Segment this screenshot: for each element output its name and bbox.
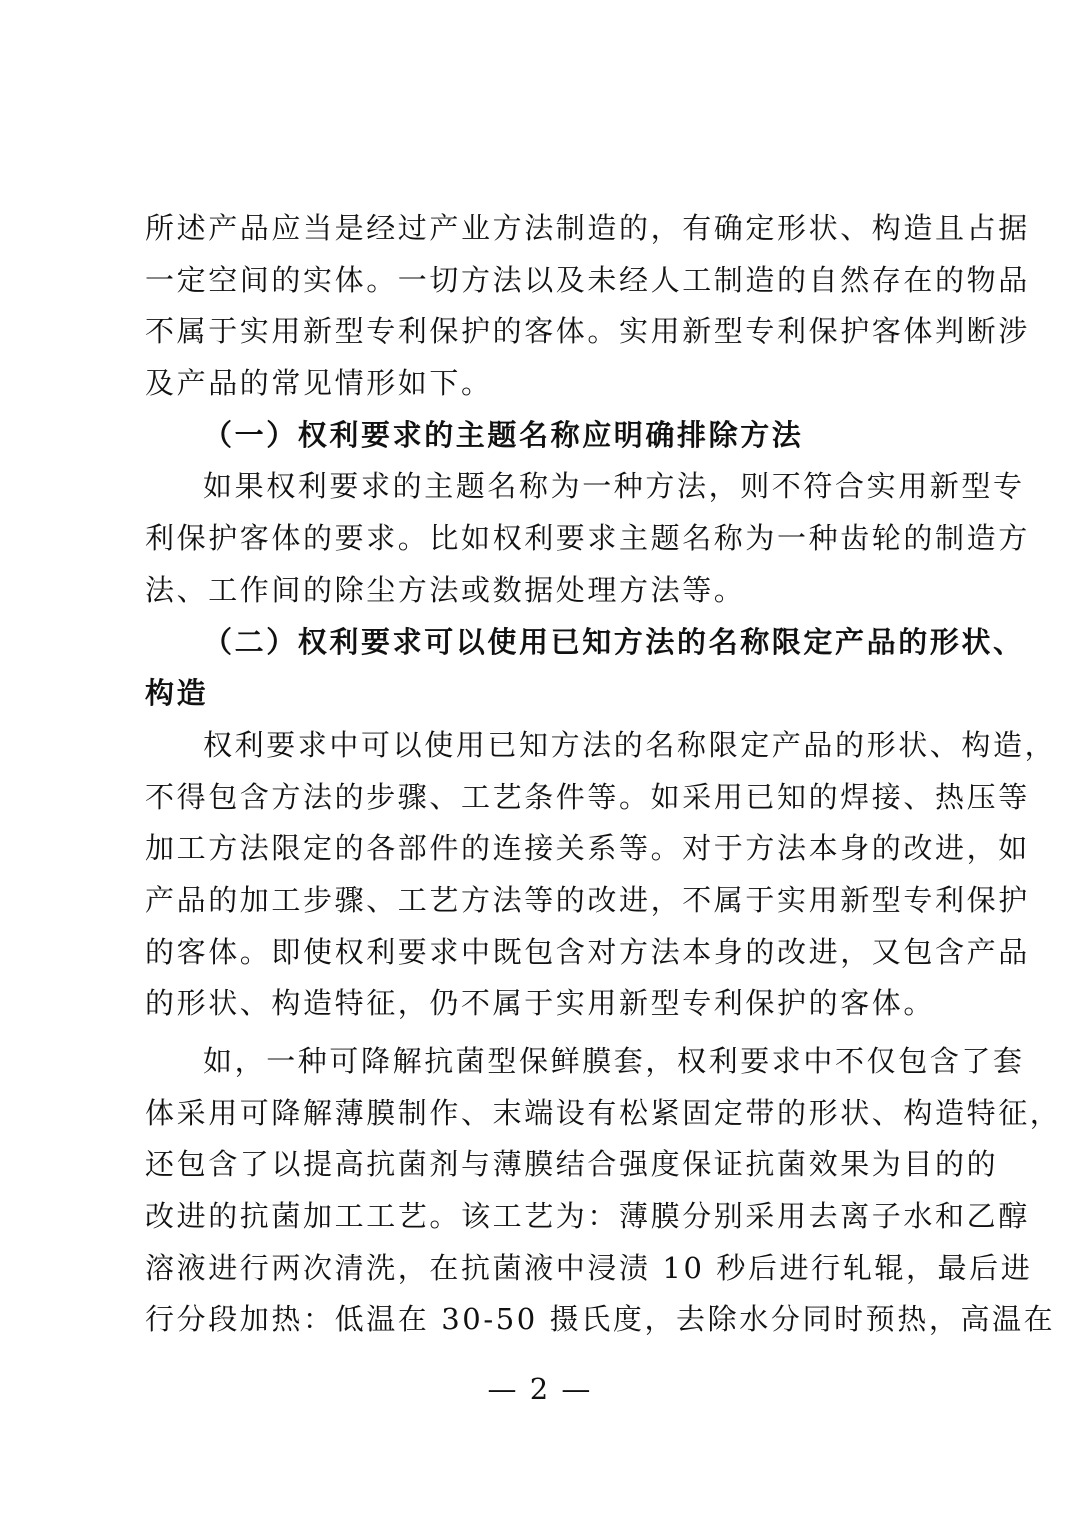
text-line: 如果权利要求的主题名称为一种方法，则不符合实用新型专 bbox=[203, 469, 1025, 504]
text-line: 所述产品应当是经过产业方法制造的，有确定形状、构造且占据 bbox=[145, 211, 1030, 245]
text-line: 的客体。即使权利要求中既包含对方法本身的改进，又包含产品 bbox=[145, 934, 1030, 969]
text-line: 法、工作间的除尘方法或数据处理方法等。 bbox=[145, 572, 746, 607]
text-line: 利保护客体的要求。比如权利要求主题名称为一种齿轮的制造方 bbox=[145, 521, 1030, 556]
text-line: 不得包含方法的步骤、工艺条件等。如采用已知的焊接、热压等 bbox=[145, 779, 1030, 814]
text-line: 还包含了以提高抗菌剂与薄膜结合强度保证抗菌效果为目的的 bbox=[145, 1147, 999, 1182]
text-line: 产品的加工步骤、工艺方法等的改进，不属于实用新型专利保护 bbox=[145, 882, 1030, 917]
text-line: 改进的抗菌加工工艺。该工艺为：薄膜分别采用去离子水和乙醇 bbox=[145, 1199, 1030, 1234]
text-line: 及产品的常见情形如下。 bbox=[145, 366, 493, 401]
text-line: 如，一种可降解抗菌型保鲜膜套，权利要求中不仅包含了套 bbox=[203, 1044, 1025, 1078]
section-heading-two-continued: 构造 bbox=[145, 676, 209, 711]
text-line: 权利要求中可以使用已知方法的名称限定产品的形状、构造， bbox=[203, 727, 1057, 762]
text-line: 行分段加热：低温在 30-50 摄氏度，去除水分同时预热，高温在 bbox=[145, 1302, 1056, 1337]
section-heading-one: （一）权利要求的主题名称应明确排除方法 bbox=[203, 417, 804, 452]
text-line: 不属于实用新型专利保护的客体。实用新型专利保护客体判断涉 bbox=[145, 314, 1030, 349]
page-number: — 2 — bbox=[487, 1372, 593, 1406]
text-line: 一定空间的实体。一切方法以及未经人工制造的自然存在的物品 bbox=[145, 262, 1030, 297]
text-line: 溶液进行两次清洗，在抗菌液中浸渍 10 秒后进行轧辊，最后进 bbox=[145, 1250, 1033, 1285]
text-line: 加工方法限定的各部件的连接关系等。对于方法本身的改进，如 bbox=[145, 831, 1030, 866]
text-line: 体采用可降解薄膜制作、末端设有松紧固定带的形状、构造特征， bbox=[145, 1095, 1062, 1130]
document-body bbox=[145, 203, 1062, 1346]
text-line: 的形状、构造特征，仍不属于实用新型专利保护的客体。 bbox=[145, 986, 936, 1021]
section-heading-two: （二）权利要求可以使用已知方法的名称限定产品的形状、 bbox=[203, 624, 1025, 659]
